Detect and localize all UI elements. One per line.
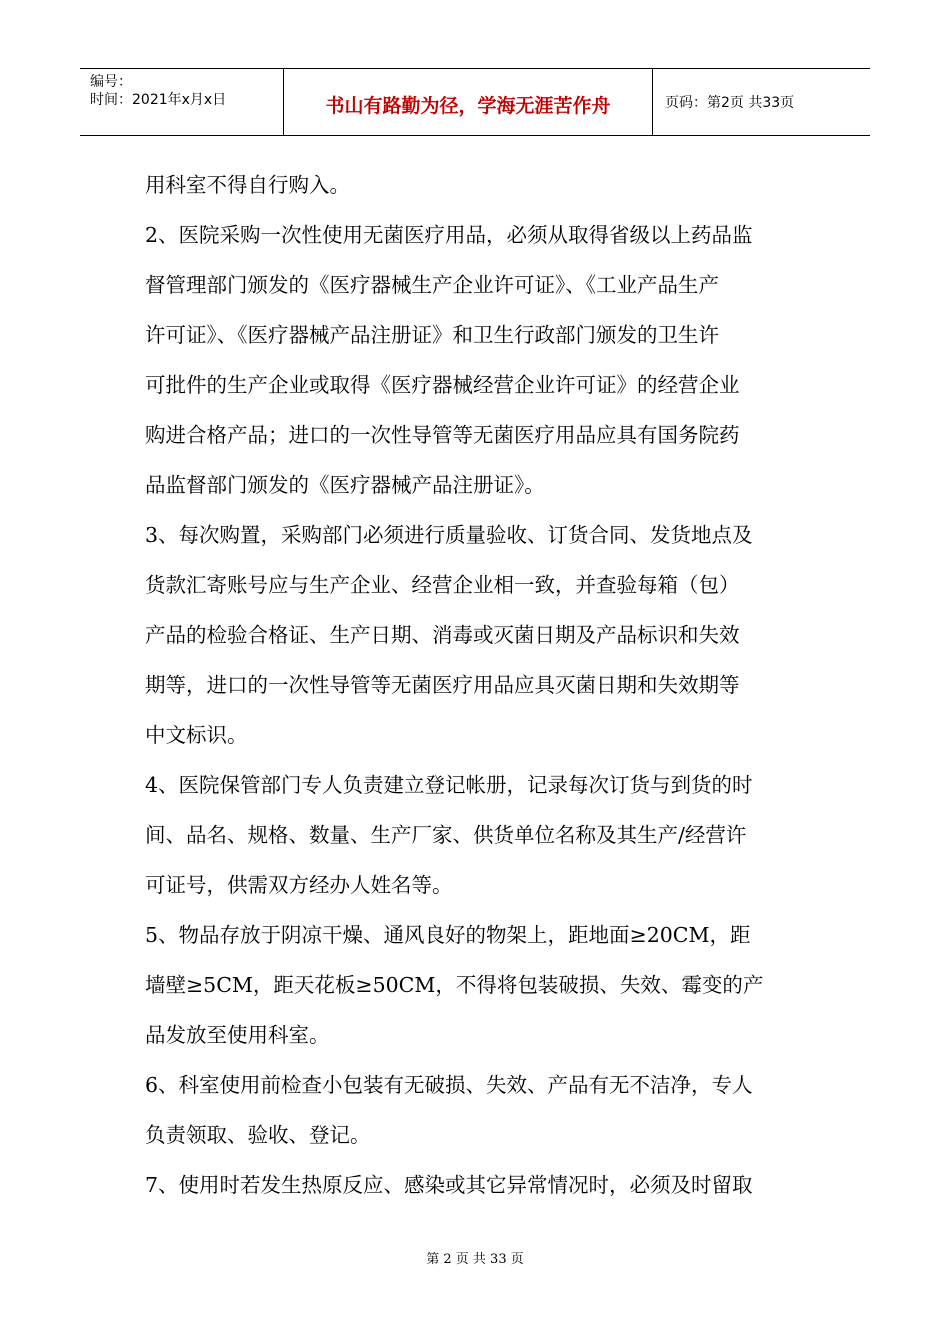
body-line: 4、医院保管部门专人负责建立登记帐册，记录每次订货与到货的时 (145, 773, 753, 797)
body-line: 可证号，供需双方经办人姓名等。 (145, 873, 453, 897)
body-line: 督管理部门颁发的《医疗器械生产企业许可证》、《工业产品生产 (145, 273, 719, 297)
header-time-label: 时间：2021年x月x日 (90, 92, 227, 108)
page-footer: 第 2 页 共 33 页 (426, 1252, 524, 1267)
body-line: 产品的检验合格证、生产日期、消毒或灭菌日期及产品标识和失效 (145, 623, 740, 647)
body-line: 2、医院采购一次性使用无菌医疗用品，必须从取得省级以上药品监 (145, 223, 753, 247)
page-header (80, 68, 870, 136)
body-line: 负责领取、验收、登记。 (145, 1123, 371, 1147)
body-line: 购进合格产品；进口的一次性导管等无菌医疗用品应具有国务院药 (145, 423, 740, 447)
body-line: 许可证》、《医疗器械产品注册证》和卫生行政部门颁发的卫生许 (145, 323, 719, 347)
header-motto: 书山有路勤为径，学海无涯苦作舟 (325, 95, 611, 117)
body-line: 品发放至使用科室。 (145, 1023, 330, 1047)
body-line: 间、品名、规格、数量、生产厂家、供货单位名称及其生产/经营许 (145, 823, 747, 847)
header-page-cell (653, 69, 870, 135)
body-line: 7、使用时若发生热原反应、感染或其它异常情况时，必须及时留取 (145, 1173, 753, 1197)
body-line: 3、每次购置，采购部门必须进行质量验收、订货合同、发货地点及 (145, 523, 753, 547)
document-body (145, 160, 815, 1210)
body-line: 可批件的生产企业或取得《医疗器械经营企业许可证》的经营企业 (145, 373, 740, 397)
body-line: 品监督部门颁发的《医疗器械产品注册证》。 (145, 473, 545, 497)
header-code-label: 编号： (90, 74, 132, 90)
header-info-cell (80, 69, 283, 135)
header-page-info: 页码：第2页 共33页 (665, 95, 795, 111)
body-line: 货款汇寄账号应与生产企业、经营企业相一致，并查验每箱（包） (145, 573, 740, 597)
body-line: 期等，进口的一次性导管等无菌医疗用品应具灭菌日期和失效期等 (145, 673, 740, 697)
body-line: 5、物品存放于阴凉干燥、通风良好的物架上，距地面≥20CM，距 (145, 923, 751, 947)
body-line: 中文标识。 (145, 723, 248, 747)
header-motto-cell (283, 69, 653, 135)
body-line: 用科室不得自行购入。 (145, 173, 350, 197)
body-line: 6、科室使用前检查小包装有无破损、失效、产品有无不洁净，专人 (145, 1073, 753, 1097)
body-line: 墙壁≥5CM，距天花板≥50CM，不得将包装破损、失效、霉变的产 (145, 973, 764, 997)
